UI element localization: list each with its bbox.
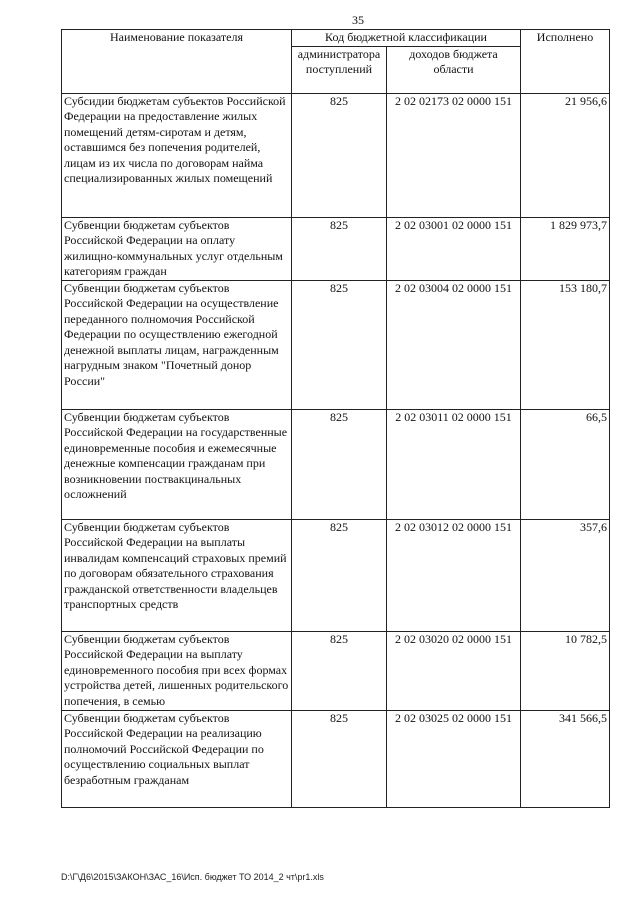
table-row: [62, 519, 610, 631]
row-income-code: 2 02 03004 02 0000 151: [387, 280, 521, 409]
table-row: [62, 217, 610, 280]
row-income-code: 2 02 03012 02 0000 151: [387, 519, 521, 631]
header-code-group: Код бюджетной классификации: [292, 30, 521, 47]
header-admin: администратора поступлений: [292, 46, 387, 93]
row-name: Субвенции бюджетам субъектов Российской Федерации на осуществление переданного полномочия Российской Федерации по осуществлению ежегодной денежной выплаты лицам, награжденным нагрудным знаком "Почетный донор России": [62, 280, 292, 409]
header-executed: Исполнено: [521, 30, 610, 94]
row-value: 1 829 973,7: [521, 217, 610, 280]
table-row: [62, 710, 610, 807]
row-income-code: 2 02 03011 02 0000 151: [387, 409, 521, 519]
row-income-code: 2 02 03020 02 0000 151: [387, 631, 521, 710]
row-name: Субвенции бюджетам субъектов Российской Федерации на выплаты инвалидам компенсаций страховых премий по договорам обязательного страхования гражданской ответственности владельцев транспортных средств: [62, 519, 292, 631]
row-name: Субвенции бюджетам субъектов Российской Федерации на реализацию полномочий Российской Федерации по осуществлению социальных выплат безработным гражданам: [62, 710, 292, 807]
budget-table: [61, 29, 610, 808]
row-admin-code: 825: [292, 280, 387, 409]
row-admin-code: 825: [292, 631, 387, 710]
row-admin-code: 825: [292, 710, 387, 807]
row-value: 357,6: [521, 519, 610, 631]
row-income-code: 2 02 02173 02 0000 151: [387, 93, 521, 217]
table-row: [62, 409, 610, 519]
row-income-code: 2 02 03001 02 0000 151: [387, 217, 521, 280]
row-value: 10 782,5: [521, 631, 610, 710]
row-value: 66,5: [521, 409, 610, 519]
row-name: Субвенции бюджетам субъектов Российской Федерации на оплату жилищно-коммунальных услуг отдельным категориям граждан: [62, 217, 292, 280]
row-admin-code: 825: [292, 93, 387, 217]
row-name: Субвенции бюджетам субъектов Российской Федерации на выплату единовременного пособия при всех формах устройства детей, лишенных родительского попечения, в семью: [62, 631, 292, 710]
row-value: 21 956,6: [521, 93, 610, 217]
row-value: 341 566,5: [521, 710, 610, 807]
row-admin-code: 825: [292, 217, 387, 280]
header-row-top: [62, 30, 610, 47]
table-row: [62, 280, 610, 409]
header-income: доходов бюджета области: [387, 46, 521, 93]
row-admin-code: 825: [292, 409, 387, 519]
page-number: 35: [352, 13, 364, 27]
file-path-footer: D:\Г\Д6\2015\ЗАКОН\ЗАС_16\Исп. бюджет ТО 2014_2 чт\pr1.xls: [61, 872, 324, 882]
table-row: [62, 93, 610, 217]
row-admin-code: 825: [292, 519, 387, 631]
header-name: Наименование показателя: [62, 30, 292, 94]
table-row: [62, 631, 610, 710]
row-name: Субсидии бюджетам субъектов Российской Федерации на предоставление жилых помещений детям-сиротам и детям, оставшимся без попечения родителей, лицам из их числа по договорам найма специализированных жилых помещений: [62, 93, 292, 217]
row-name: Субвенции бюджетам субъектов Российской Федерации на государственные единовременные пособия и ежемесячные денежные компенсации гражданам при возникновении поствакцинальных осложнений: [62, 409, 292, 519]
row-value: 153 180,7: [521, 280, 610, 409]
row-income-code: 2 02 03025 02 0000 151: [387, 710, 521, 807]
